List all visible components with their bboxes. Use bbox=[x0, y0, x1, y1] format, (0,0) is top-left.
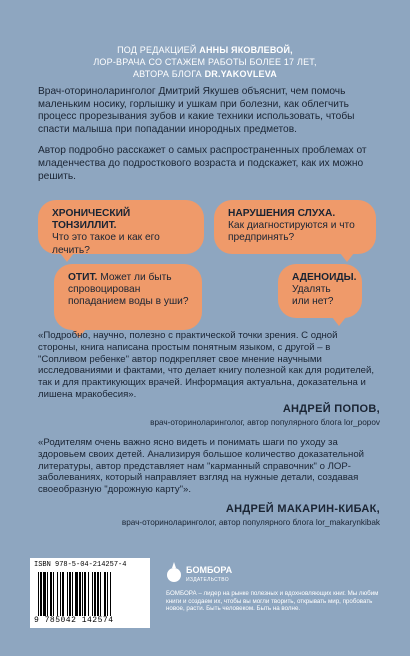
editor-prefix: ПОД РЕДАКЦИЕЙ bbox=[117, 45, 197, 55]
bubble-text: Что это такое и как его лечить? bbox=[52, 232, 160, 256]
review-author-desc-1: врач-оториноларинголог, автор популярного блога lor_popov bbox=[150, 418, 380, 427]
bubble-title: АДЕНОИДЫ. bbox=[292, 272, 357, 283]
barcode-number: 9 785042 142574 bbox=[34, 616, 114, 625]
bubble-title: НАРУШЕНИЯ СЛУХА. bbox=[228, 208, 336, 219]
publisher-name: БОМБОРА bbox=[186, 565, 233, 575]
review-author-1: АНДРЕЙ ПОПОВ, bbox=[282, 403, 380, 415]
intro-text bbox=[38, 86, 380, 192]
review-author-2: АНДРЕЙ МАКАРИН-КИБАК, bbox=[225, 503, 380, 515]
intro-paragraph-1: Врач-оториноларинголог Дмитрий Якушев объяснит, чем помочь маленьким носику, горлышку и ушкам при болезни, как облегчить процесс прорезывания зубов и какие техники использовать, чтобы спасти малыша при попадании инородных предметов. bbox=[38, 86, 355, 135]
blog-name: DR.YAKOVLEVA bbox=[204, 69, 277, 79]
review-quote-1: «Подробно, научно, полезно с практической точки зрения. С одной стороны, книга написана простым понятным языком, с другой – в "Сопливом ребенке" автор подкрепляет свое мнение научными исследованиями и фактами, что делает книгу полезной как для родителей, так и для практикующих врачей. Информация актуальна, доказательна и лишена мракобесия». bbox=[38, 330, 375, 400]
barcode bbox=[30, 558, 150, 628]
barcode-bars bbox=[38, 572, 142, 616]
bubble-tonsillitis bbox=[38, 200, 204, 254]
bubble-title: ОТИТ. bbox=[68, 272, 98, 283]
bubble-title: ХРОНИЧЕСКИЙ ТОНЗИЛЛИТ. bbox=[52, 208, 131, 232]
bubble-text: Может ли быть спровоцирован попаданием воды в уши? bbox=[68, 272, 189, 308]
bubble-adenoids bbox=[278, 264, 362, 318]
bubble-otitis bbox=[54, 264, 202, 330]
bubble-tail bbox=[332, 317, 346, 326]
blog-prefix: АВТОРА БЛОГА bbox=[132, 69, 202, 79]
isbn-text: ISBN 978-5-04-214257-4 bbox=[34, 561, 127, 569]
publisher-sub: ИЗДАТЕЛЬСТВО bbox=[186, 577, 229, 583]
publisher-logo-text bbox=[186, 565, 232, 585]
editor-line-3 bbox=[0, 68, 410, 80]
review-author-desc-2: врач-оториноларинголог, автор популярного блога lor_makarynkibak bbox=[121, 518, 380, 527]
bombora-logo-icon bbox=[166, 561, 182, 583]
bubble-hearing bbox=[214, 200, 376, 254]
bubble-tail bbox=[60, 253, 74, 262]
review-quote-2: «Родителям очень важно ясно видеть и понимать шаги по уходу за здоровьем своих детей. Анализируя большое количество доказательной литературы, автор представляет нам "карманный справочник" о ЛОР-заболеваниях, который направляет взгляд на нужные детали, создавая своеобразную "дорожную карту"». bbox=[38, 437, 365, 496]
editor-name: АННЫ ЯКОВЛЕВОЙ, bbox=[199, 45, 293, 55]
intro-paragraph-2: Автор подробно расскажет о самых распространенных проблемах от младенчества до подросткового возраста и подскажет, как их можно решить. bbox=[38, 145, 367, 182]
editor-line-1 bbox=[0, 44, 410, 56]
bubble-text: Удалять или нет? bbox=[292, 284, 334, 308]
publisher-description: БОМБОРА – лидер на рынке полезных и вдохновляющих книг. Мы любим книги и создаем их, чтобы вы могли творить, открывать мир, пробовать новое, расти. Быть человеком. Быть на волне. bbox=[166, 590, 379, 613]
bubble-text: Как диагностируются и что предпринять? bbox=[228, 220, 355, 244]
bubble-tail bbox=[340, 253, 354, 262]
editor-line-2: ЛОР-ВРАЧА СО СТАЖЕМ РАБОТЫ БОЛЕЕ 17 ЛЕТ, bbox=[93, 57, 317, 67]
editor-credit bbox=[0, 44, 410, 80]
